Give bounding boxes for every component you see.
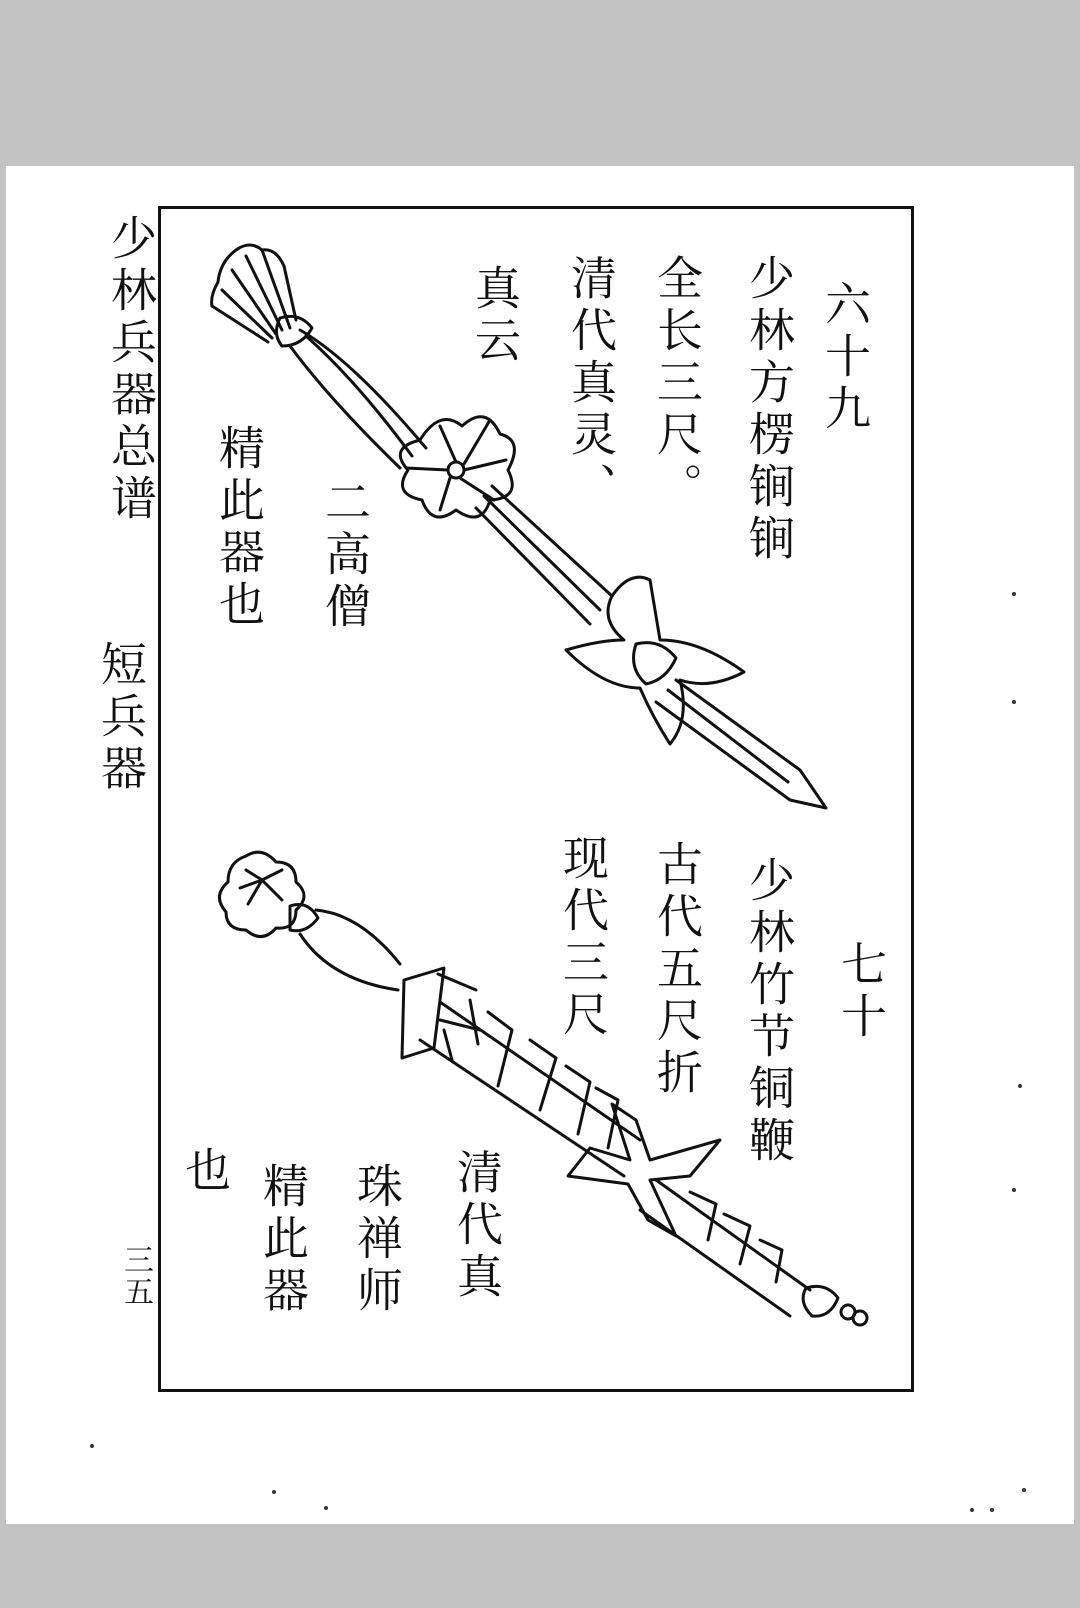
entry-70-line3: 现代三尺	[556, 834, 610, 1042]
entry-70-line4: 清代真	[450, 1148, 504, 1304]
entry-69-line3: 清代真灵、	[564, 254, 618, 514]
entry-70-line5: 珠禅师	[350, 1162, 404, 1318]
entry-70-line7: 也	[178, 1146, 232, 1198]
page-number: 三五	[118, 1244, 153, 1308]
book-title: 少林兵器总谱	[104, 214, 158, 526]
scan-speck	[1012, 700, 1016, 704]
entry-69-number: 六十九	[818, 280, 872, 436]
scan-speck	[324, 1506, 328, 1510]
entry-70-name: 少林竹节铜鞭	[742, 856, 796, 1168]
scan-speck	[1012, 592, 1016, 596]
entry-70-line6: 精此器	[256, 1162, 310, 1318]
scan-speck	[1012, 1188, 1016, 1192]
scan-speck	[90, 1444, 94, 1448]
scan-speck	[272, 1490, 276, 1494]
scan-speck	[990, 1508, 994, 1512]
scan-speck	[970, 1508, 974, 1512]
entry-70-number: 七十	[834, 940, 888, 1044]
entry-69-line4: 真云	[468, 264, 522, 368]
entry-69-name: 少林方楞锏锏	[742, 254, 796, 566]
entry-69-length: 全长三尺。	[650, 254, 704, 514]
scan-speck	[1022, 1488, 1026, 1492]
entry-69-line6: 精此器也	[212, 424, 266, 632]
entry-70-line2: 古代五尺折	[650, 840, 704, 1100]
entry-69-line5: 二高僧	[318, 478, 372, 634]
section-title: 短兵器	[94, 640, 148, 796]
scan-speck	[1018, 1084, 1022, 1088]
